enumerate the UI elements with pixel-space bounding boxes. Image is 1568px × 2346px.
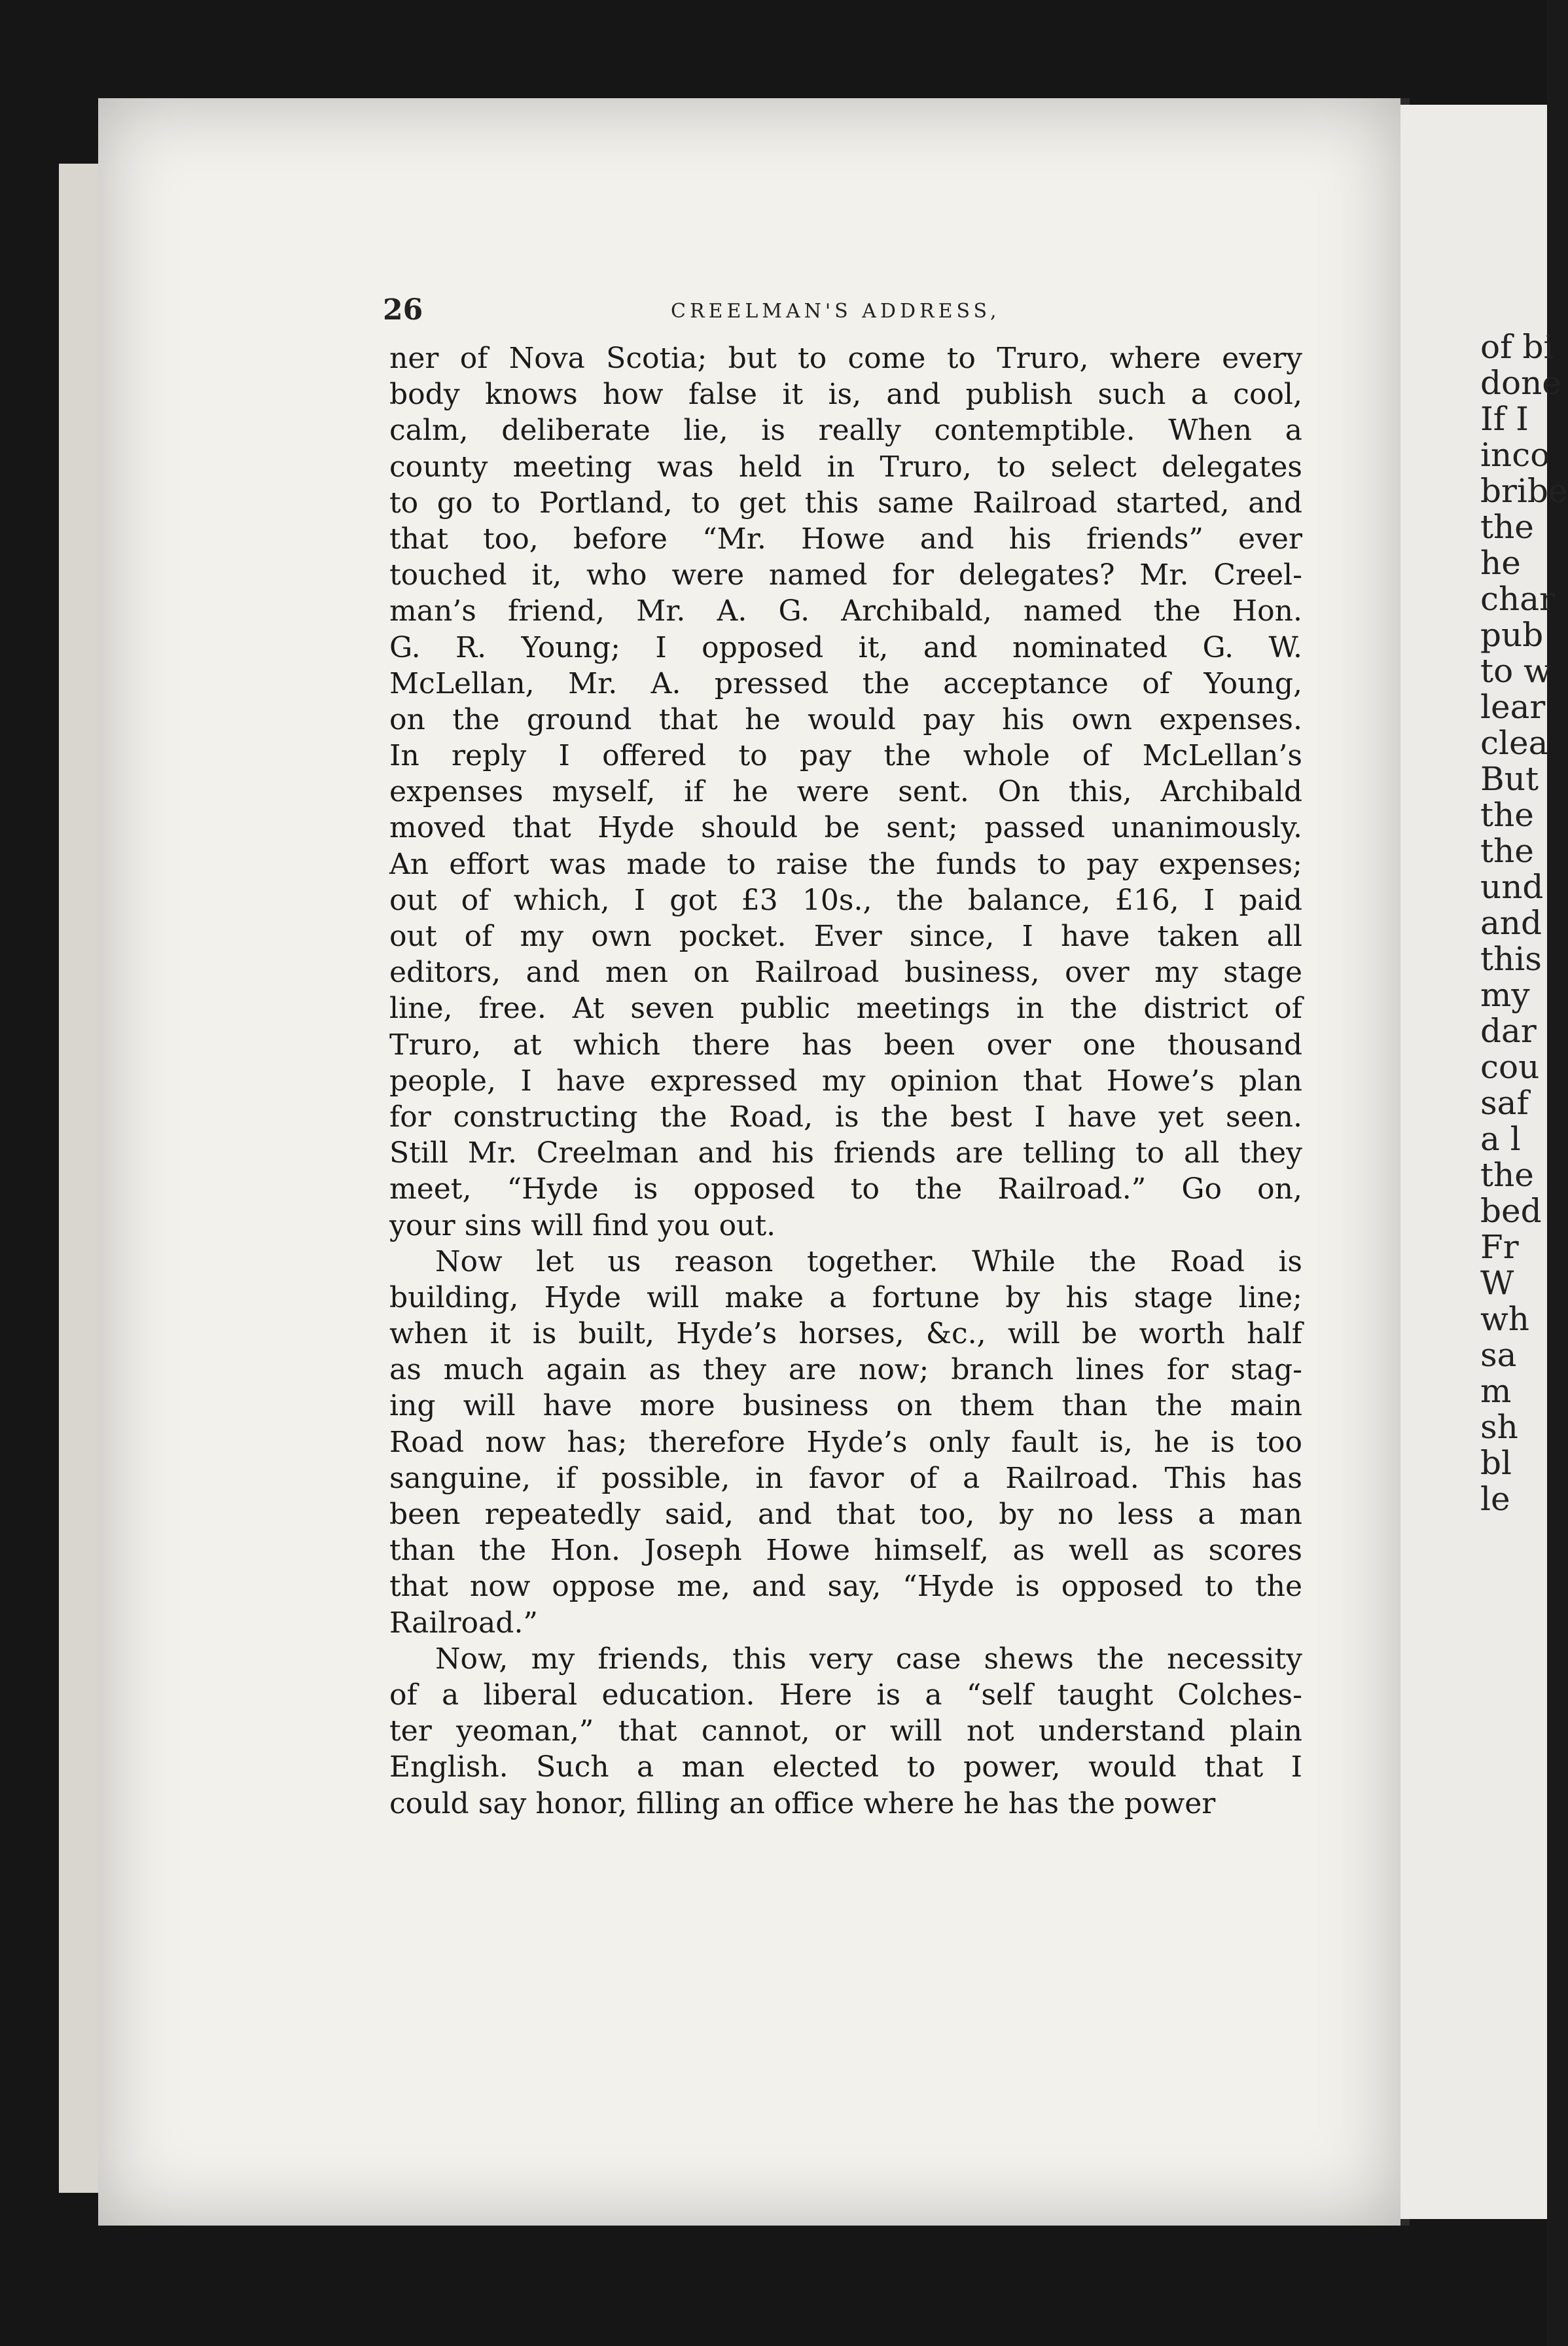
text-line: than the Hon. Joseph Howe himself, as well as scores	[389, 1534, 1302, 1568]
text-line: meet, “Hyde is opposed to the Railroad.” Go on,	[389, 1172, 1302, 1206]
facing-text-fragment: bl	[1480, 1444, 1512, 1482]
facing-text-fragment: the	[1480, 508, 1534, 546]
facing-text-fragment: sa	[1480, 1336, 1517, 1374]
facing-text-fragment: cou	[1480, 1048, 1540, 1086]
facing-text-fragment: le	[1480, 1480, 1510, 1518]
text-line: touched it, who were named for delegates? Mr. Creel-	[389, 558, 1302, 592]
text-line: Now, my friends, this very case shews the necessity	[435, 1642, 1302, 1676]
facing-text-fragment: and	[1480, 904, 1542, 942]
facing-text-fragment: the	[1480, 832, 1534, 870]
text-line: An effort was made to raise the funds to pay expenses;	[389, 847, 1302, 881]
text-line: In reply I offered to pay the whole of McLellan’s	[389, 739, 1302, 773]
facing-text-fragment: But	[1480, 760, 1539, 798]
text-line: to go to Portland, to get this same Railroad started, and	[389, 486, 1302, 520]
text-line: that too, before “Mr. Howe and his friends” ever	[389, 522, 1302, 556]
page-number: 26	[383, 293, 423, 327]
facing-text-fragment: inco	[1480, 436, 1550, 474]
text-line: when it is built, Hyde’s horses, &c., will be worth half	[389, 1317, 1302, 1351]
text-line: Truro, at which there has been over one thousand	[389, 1028, 1302, 1062]
text-line: Railroad.”	[389, 1606, 538, 1640]
text-line: ter yeoman,” that cannot, or will not understand plain	[389, 1714, 1302, 1748]
text-line: Road now has; therefore Hyde’s only fault is, he is too	[389, 1425, 1302, 1459]
facing-text-fragment: pub	[1480, 616, 1544, 654]
text-line: ing will have more business on them than the main	[389, 1389, 1302, 1423]
text-line: line, free. At seven public meetings in the district of	[389, 992, 1302, 1026]
facing-text-fragment: wh	[1480, 1300, 1529, 1338]
facing-text-fragment: to w	[1480, 652, 1552, 690]
facing-text-fragment: of bi	[1480, 328, 1554, 366]
text-line: ner of Nova Scotia; but to come to Truro, where every	[389, 342, 1302, 375]
facing-text-fragment: dar	[1480, 1012, 1537, 1050]
facing-text-fragment: saf	[1480, 1084, 1529, 1122]
text-line: that now oppose me, and say, “Hyde is opposed to the	[389, 1570, 1302, 1604]
facing-text-fragment: my	[1480, 976, 1530, 1014]
text-line: Still Mr. Creelman and his friends are telling to all they	[389, 1136, 1302, 1170]
facing-text-fragment: this	[1480, 940, 1542, 978]
text-line: of a liberal education. Here is a “self taught Colches-	[389, 1678, 1302, 1712]
facing-text-fragment: clea	[1480, 724, 1548, 762]
facing-text-fragment: he	[1480, 544, 1521, 582]
facing-text-fragment: und	[1480, 868, 1544, 906]
running-title: CREELMAN'S ADDRESS,	[671, 300, 1001, 323]
text-line: editors, and men on Railroad business, over my stage	[389, 956, 1302, 990]
text-line: out of my own pocket. Ever since, I have taken all	[389, 920, 1302, 953]
text-line: could say honor, filling an office where he has the power	[389, 1786, 1216, 1820]
text-line: expenses myself, if he were sent. On this, Archibald	[389, 775, 1302, 809]
text-line: G. R. Young; I opposed it, and nominated G. W.	[389, 630, 1302, 664]
body-text	[389, 340, 1302, 1822]
facing-text-fragment: bribe	[1480, 472, 1568, 510]
facing-text-fragment: Fr	[1480, 1228, 1519, 1266]
facing-text-fragment: a l	[1480, 1120, 1521, 1158]
text-line: people, I have expressed my opinion that Howe’s plan	[389, 1064, 1302, 1098]
text-line: out of which, I got £3 10s., the balance, £16, I paid	[389, 883, 1302, 917]
facing-text-fragment: m	[1480, 1372, 1512, 1410]
facing-text-fragment: W	[1480, 1264, 1514, 1302]
text-line: man’s friend, Mr. A. G. Archibald, named the Hon.	[389, 594, 1302, 628]
text-line: McLellan, Mr. A. pressed the acceptance of Young,	[389, 666, 1302, 700]
facing-text-fragment: bed	[1480, 1192, 1542, 1230]
facing-text-fragment: sh	[1480, 1408, 1518, 1446]
facing-text-fragment: If I	[1480, 400, 1529, 438]
text-line: Now let us reason together. While the Road is	[435, 1244, 1302, 1278]
text-line: your sins will find you out.	[389, 1208, 776, 1242]
page-header	[383, 293, 1299, 339]
text-line: as much again as they are now; branch lines for stag-	[389, 1353, 1302, 1387]
text-line: body knows how false it is, and publish such a cool,	[389, 378, 1302, 412]
text-line: been repeatedly said, and that too, by no less a man	[389, 1498, 1302, 1531]
text-line: moved that Hyde should be sent; passed unanimously.	[389, 811, 1302, 845]
facing-text-fragment: done	[1480, 364, 1561, 402]
text-line: sanguine, if possible, in favor of a Railroad. This has	[389, 1461, 1302, 1495]
text-line: calm, deliberate lie, is really contemptible. When a	[389, 414, 1302, 448]
text-line: county meeting was held in Truro, to select delegates	[389, 450, 1302, 484]
facing-text-fragment: lear	[1480, 688, 1546, 726]
facing-text-fragment: the	[1480, 1156, 1534, 1194]
text-line: building, Hyde will make a fortune by his stage line;	[389, 1280, 1302, 1314]
facing-text-fragment: the	[1480, 796, 1534, 834]
text-line: on the ground that he would pay his own expenses.	[389, 702, 1302, 736]
text-line: for constructing the Road, is the best I have yet seen.	[389, 1100, 1302, 1134]
facing-text-fragment: char	[1480, 580, 1555, 618]
text-line: English. Such a man elected to power, would that I	[389, 1750, 1302, 1784]
